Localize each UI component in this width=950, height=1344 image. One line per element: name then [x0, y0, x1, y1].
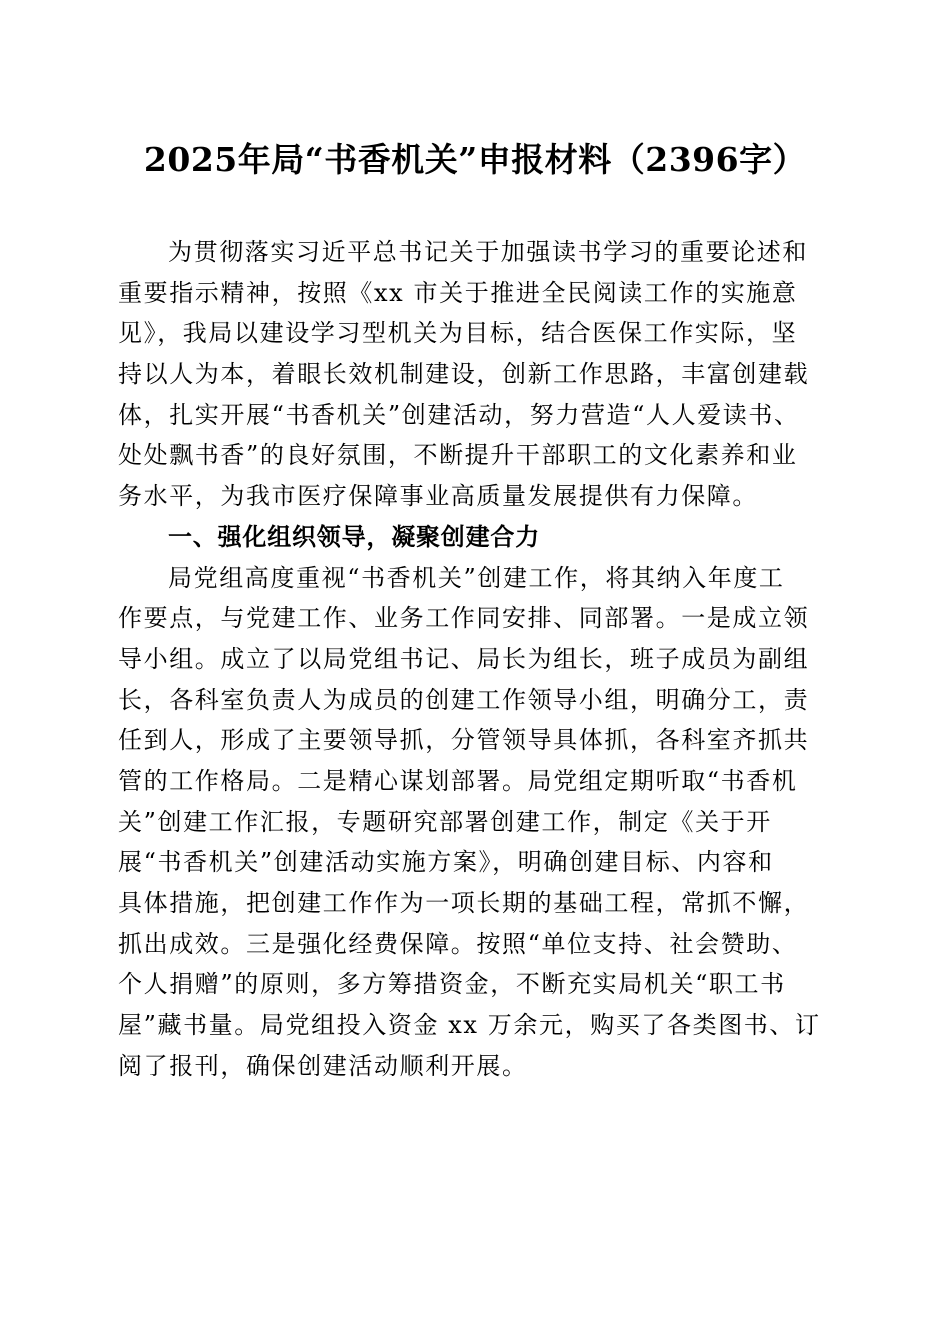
section-paragraph — [118, 558, 838, 1087]
text-line: 重要指示精神，按照《xx 市关于推进全民阅读工作的实施意 — [118, 278, 798, 307]
text-line: 抓出成效。三是强化经费保障。按照“单位支持、社会赞助、 — [118, 929, 798, 958]
text-line: 任到人，形成了主要领导抓，分管领导具体抓，各科室齐抓共 — [118, 726, 810, 755]
text-line: 阅了报刊，确保创建活动顺利开展。 — [118, 1051, 528, 1080]
text-line: 屋”藏书量。局党组投入资金 xx 万余元，购买了各类图书、订 — [118, 1011, 821, 1040]
document-title: 2025年局“书香机关”申报材料（2396字） — [143, 140, 807, 179]
text-line: 管的工作格局。二是精心谋划部署。局党组定期听取“书香机 — [118, 766, 798, 795]
text-line: 展“书香机关”创建活动实施方案》，明确创建目标、内容和 — [118, 848, 774, 877]
text-line: 具体措施，把创建工作作为一项长期的基础工程，常抓不懈， — [118, 889, 810, 917]
text-line: 局党组高度重视“书香机关”创建工作，将其纳入年度工 — [168, 563, 785, 592]
text-line: 见》，我局以建设学习型机关为目标，结合医保工作实际，坚 — [118, 319, 798, 348]
text-line: 关”创建工作汇报，专题研究部署创建工作，制定《关于开 — [118, 807, 772, 836]
intro-paragraph — [118, 232, 838, 517]
text-line: 长，各科室负责人为成员的创建工作领导小组，明确分工，责 — [118, 685, 810, 714]
text-line: 导小组。成立了以局党组书记、局长为组长，班子成员为副组 — [118, 644, 810, 673]
section-heading: 一、强化组织领导，凝聚创建合力 — [168, 522, 540, 551]
text-line: 持以人为本，着眼长效机制建设，创新工作思路，丰富创建载 — [118, 360, 810, 389]
document-body — [118, 232, 838, 1086]
text-line: 务水平，为我市医疗保障事业高质量发展提供有力保障。 — [118, 482, 758, 511]
text-line: 作要点，与党建工作、业务工作同安排、同部署。一是成立领 — [118, 604, 810, 633]
text-line: 体，扎实开展“书香机关”创建活动，努力营造“人人爱读书、 — [118, 400, 800, 429]
text-line: 个人捐赠”的原则，多方筹措资金，不断充实局机关“职工书 — [118, 970, 786, 999]
text-line: 为贯彻落实习近平总书记关于加强读书学习的重要论述和 — [168, 238, 808, 266]
text-line: 处处飘书香”的良好氛围，不断提升干部职工的文化素养和业 — [118, 441, 798, 470]
